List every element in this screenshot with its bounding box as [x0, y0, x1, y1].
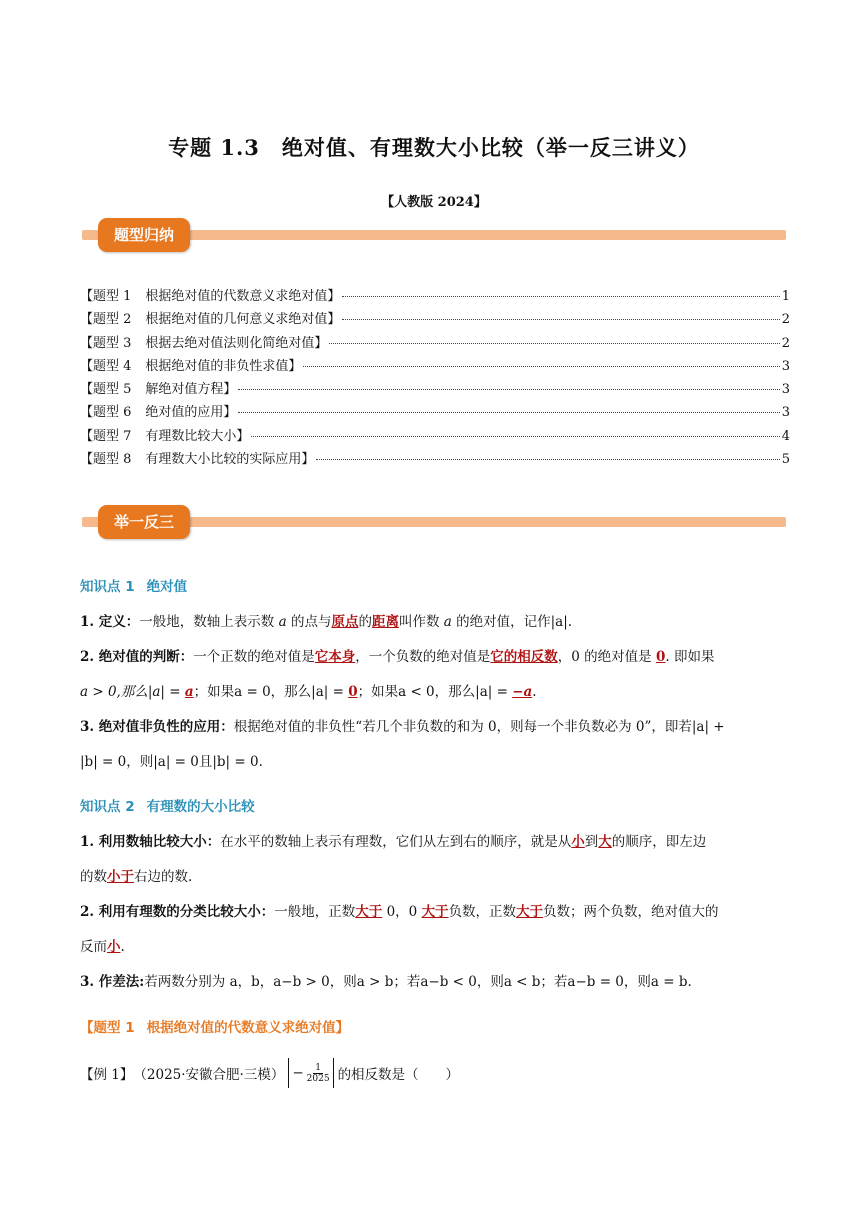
- answer-blank: 0: [348, 684, 358, 700]
- nonnegativity-paragraph: 3. 绝对值非负性的应用：根据绝对值的非负性“若几个非负数的和为 0，则每一个非负数必为 0”，即若|a| + |b| = 0，则|a| = 0且|b| = 0.: [80, 719, 725, 770]
- toc-item[interactable]: 【题型 3 根据去绝对值法则化简绝对值】 2: [80, 335, 790, 351]
- answer-blank: 小: [571, 834, 585, 850]
- answer-blank: 大于: [355, 904, 383, 920]
- number-line-paragraph: 1. 利用数轴比较大小：在水平的数轴上表示有理数，它们从左到右的顺序，就是从小到大的顺序，即左边 的数小于右边的数.: [80, 834, 707, 885]
- leader-dots: [303, 366, 779, 367]
- leader-dots: [342, 319, 779, 320]
- answer-blank: a: [184, 684, 194, 700]
- table-of-contents: [80, 285, 790, 471]
- knowledge-point-heading: 知识点 1 绝对值: [80, 579, 188, 595]
- answer-blank: 距离: [371, 614, 399, 630]
- answer-blank: 大于: [421, 904, 449, 920]
- toc-item[interactable]: 【题型 2 根据绝对值的几何意义求绝对值】 2: [80, 312, 790, 328]
- toc-banner: [82, 218, 786, 252]
- practice-banner: [82, 505, 786, 539]
- answer-blank: 它本身: [314, 649, 356, 665]
- difference-paragraph: 3. 作差法:若两数分别为 a，b，a−b > 0，则a > b；若a−b < 0，则a < b；若a−b = 0，则a = b.: [80, 974, 692, 990]
- edition-label: 【人教版 2024】: [381, 195, 487, 210]
- leader-dots: [329, 343, 779, 344]
- toc-item[interactable]: 【题型 7 有理数比较大小】 4: [80, 428, 790, 444]
- leader-dots: [238, 412, 779, 413]
- toc-item[interactable]: 【题型 1 根据绝对值的代数意义求绝对值】 1: [80, 289, 790, 304]
- answer-blank: −a: [512, 684, 533, 700]
- leader-dots: [238, 389, 779, 390]
- leader-dots: [251, 436, 779, 437]
- toc-item[interactable]: 【题型 4 根据绝对值的非负性求值】 3: [80, 358, 790, 374]
- banner-label: 举一反三: [98, 505, 190, 539]
- answer-blank: 0: [655, 649, 666, 665]
- fraction: $\frac{1}{2025}$: [306, 1062, 330, 1084]
- answer-blank: 原点: [331, 614, 359, 630]
- leader-dots: [342, 296, 779, 297]
- leader-dots: [316, 459, 779, 460]
- toc-item[interactable]: 【题型 6 绝对值的应用】 3: [80, 405, 790, 421]
- section-heading: 【题型 1 根据绝对值的代数意义求绝对值】: [80, 1020, 350, 1036]
- answer-blank: 大: [598, 834, 612, 850]
- answer-blank: 大于: [516, 904, 544, 920]
- answer-blank: 它的相反数: [490, 649, 558, 665]
- knowledge-point-heading: 知识点 2 有理数的大小比较: [80, 799, 255, 815]
- judgement-paragraph: 2. 绝对值的判断：一个正数的绝对值是它本身，一个负数的绝对值是它的相反数，0 的绝对值是 0. 即如果 a > 0,那么|a| = a；如果a = 0，那么|a| = 0；如果a < 0，那么|a| = −a.: [80, 649, 715, 700]
- classification-paragraph: 2. 利用有理数的分类比较大小：一般地，正数大于 0，0 大于负数，正数大于负数；两个负数，绝对值大的 反而小.: [80, 904, 719, 955]
- answer-blank: 小: [107, 939, 121, 955]
- definition-paragraph: 1. 定义：一般地，数轴上表示数 a 的点与原点的距离叫作数 a 的绝对值，记作|a|.: [80, 614, 573, 630]
- toc-item[interactable]: 【题型 8 有理数大小比较的实际应用】 5: [80, 452, 790, 468]
- absolute-value-expression: − $\frac{1}{2025}$: [288, 1058, 333, 1088]
- page-title: 专题 1.3 绝对值、有理数大小比较（举一反三讲义）: [168, 135, 700, 160]
- answer-blank: 小于: [107, 869, 134, 885]
- banner-label: 题型归纳: [98, 218, 190, 252]
- example-1: 【例 1】 （2025·安徽合肥·三模） − $\frac{1}{2025}$ 的相反数是（ ）: [80, 1058, 459, 1088]
- toc-item[interactable]: 【题型 5 解绝对值方程】 3: [80, 382, 790, 398]
